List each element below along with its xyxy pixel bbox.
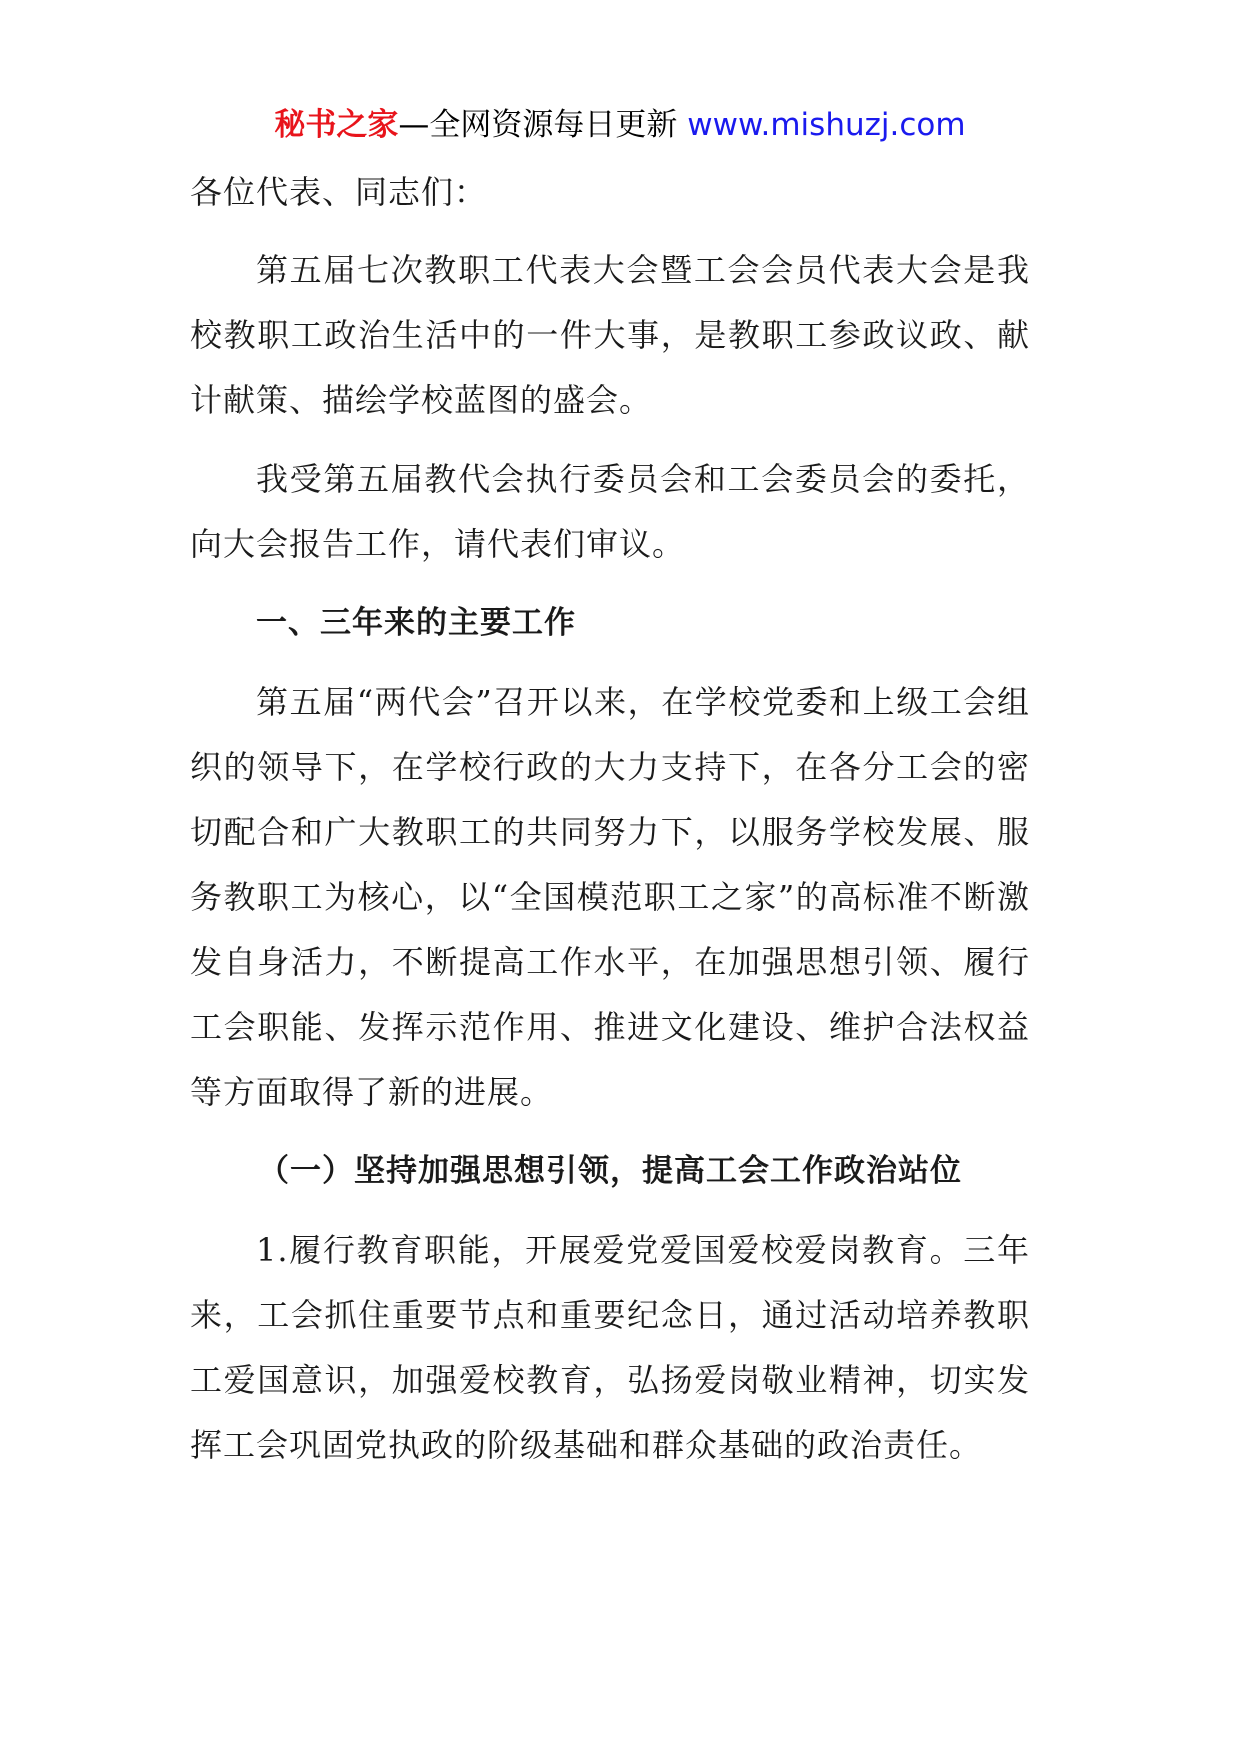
document-body <box>190 160 1030 1478</box>
section-heading: 一、三年来的主要工作 <box>256 605 576 641</box>
brand-name: 秘书之家 <box>274 107 399 143</box>
header-url-link[interactable]: www.mishuzj.com <box>687 107 966 143</box>
watermark-header <box>0 100 1240 150</box>
subsection-heading: （一）坚持加强思想引领，提高工会工作政治站位 <box>258 1153 962 1189</box>
paragraph-section-summary: 第五届“两代会”召开以来，在学校党委和上级工会组织的领导下，在学校行政的大力支持下，在各分工会的密切配合和广大教职工的共同努力下，以服务学校发展、服务教职工为核心，以“全国模范职工之家”的高标准不断激发自身活力，不断提高工作水平，在加强思想引领、履行工会职能、发挥示范作用、推进文化建设、维护合法权益等方面取得了新的进展。 <box>190 683 1030 1111</box>
header-tagline: —全网资源每日更新 <box>398 107 688 143</box>
greeting: 各位代表、同志们： <box>190 173 488 211</box>
paragraph-entrusted: 我受第五届教代会执行委员会和工会委员会的委托，向大会报告工作，请代表们审议。 <box>190 460 1030 563</box>
paragraph-intro: 第五届七次教职工代表大会暨工会会员代表大会是我校教职工政治生活中的一件大事，是教职工参政议政、献计献策、描绘学校蓝图的盛会。 <box>190 251 1030 419</box>
paragraph-item-1: 1.履行教育职能，开展爱党爱国爱校爱岗教育。三年来，工会抓住重要节点和重要纪念日，通过活动培养教职工爱国意识，加强爱校教育，弘扬爱岗敬业精神，切实发挥工会巩固党执政的阶级基础和群众基础的政治责任。 <box>190 1231 1030 1464</box>
